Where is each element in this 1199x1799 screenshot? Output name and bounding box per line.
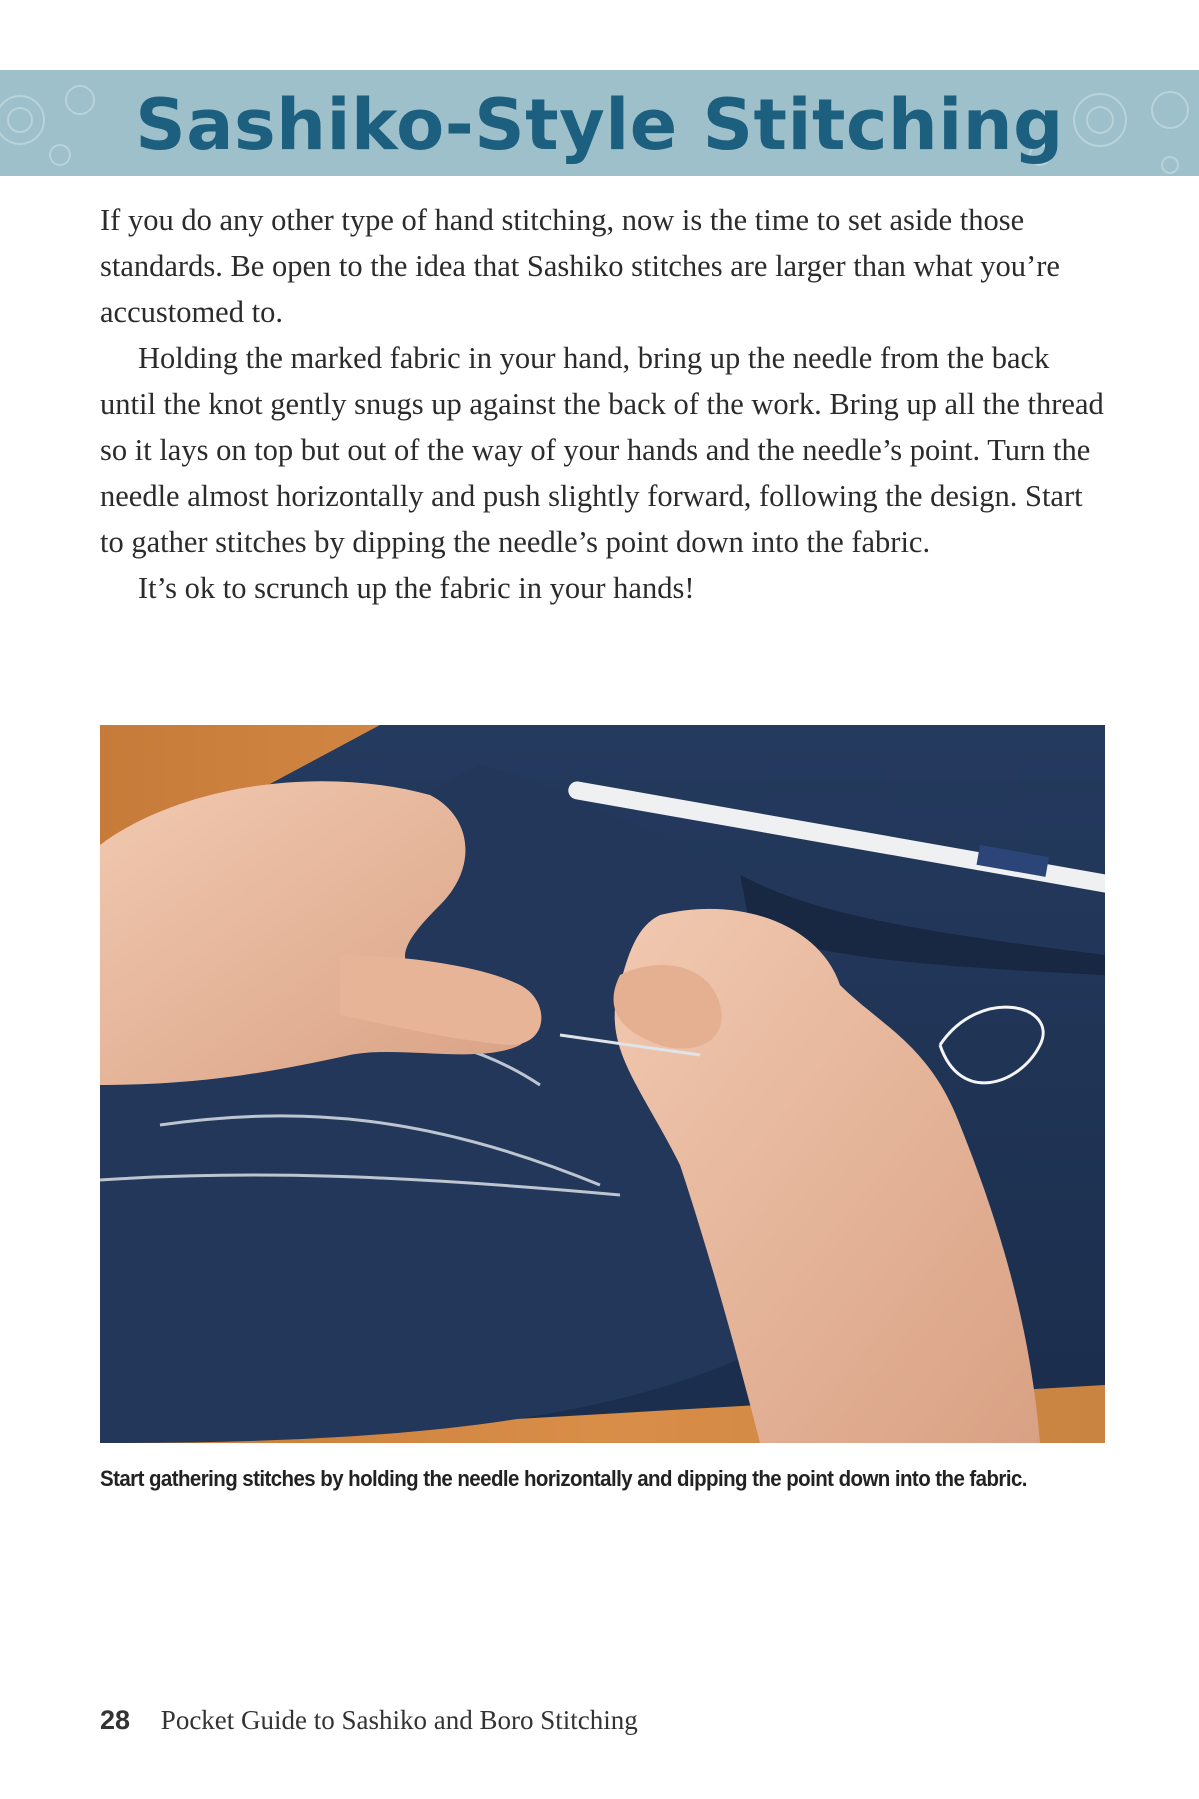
page-footer (100, 1705, 638, 1736)
body-text (100, 197, 1110, 611)
paragraph-1: If you do any other type of hand stitching, now is the time to set aside those standards. Be open to the idea that Sashiko stitches are larger than what you’re accustomed to. (100, 203, 1060, 329)
page-number: 28 (100, 1705, 131, 1735)
page-title: Sashiko-Style Stitching (135, 84, 1064, 166)
paragraph-3: It’s ok to scrunch up the fabric in your hands! (138, 571, 695, 605)
book-title: Pocket Guide to Sashiko and Boro Stitching (160, 1705, 638, 1735)
paragraph-2: Holding the marked fabric in your hand, bring up the needle from the back until the knot gently snugs up against the back of the work. Bring up all the thread so it lays on top but out of the way of your hands and the needle’s point. Turn the needle almost horizontally and push slightly forward, following the design. Start to gather stitches by dipping the needle’s point down into the fabric. (100, 341, 1104, 559)
figure-caption: Start gathering stitches by holding the needle horizontally and dipping the point down into the fabric. (100, 1466, 1027, 1491)
chapter-header-band (0, 70, 1199, 176)
stitching-photo (100, 725, 1105, 1443)
